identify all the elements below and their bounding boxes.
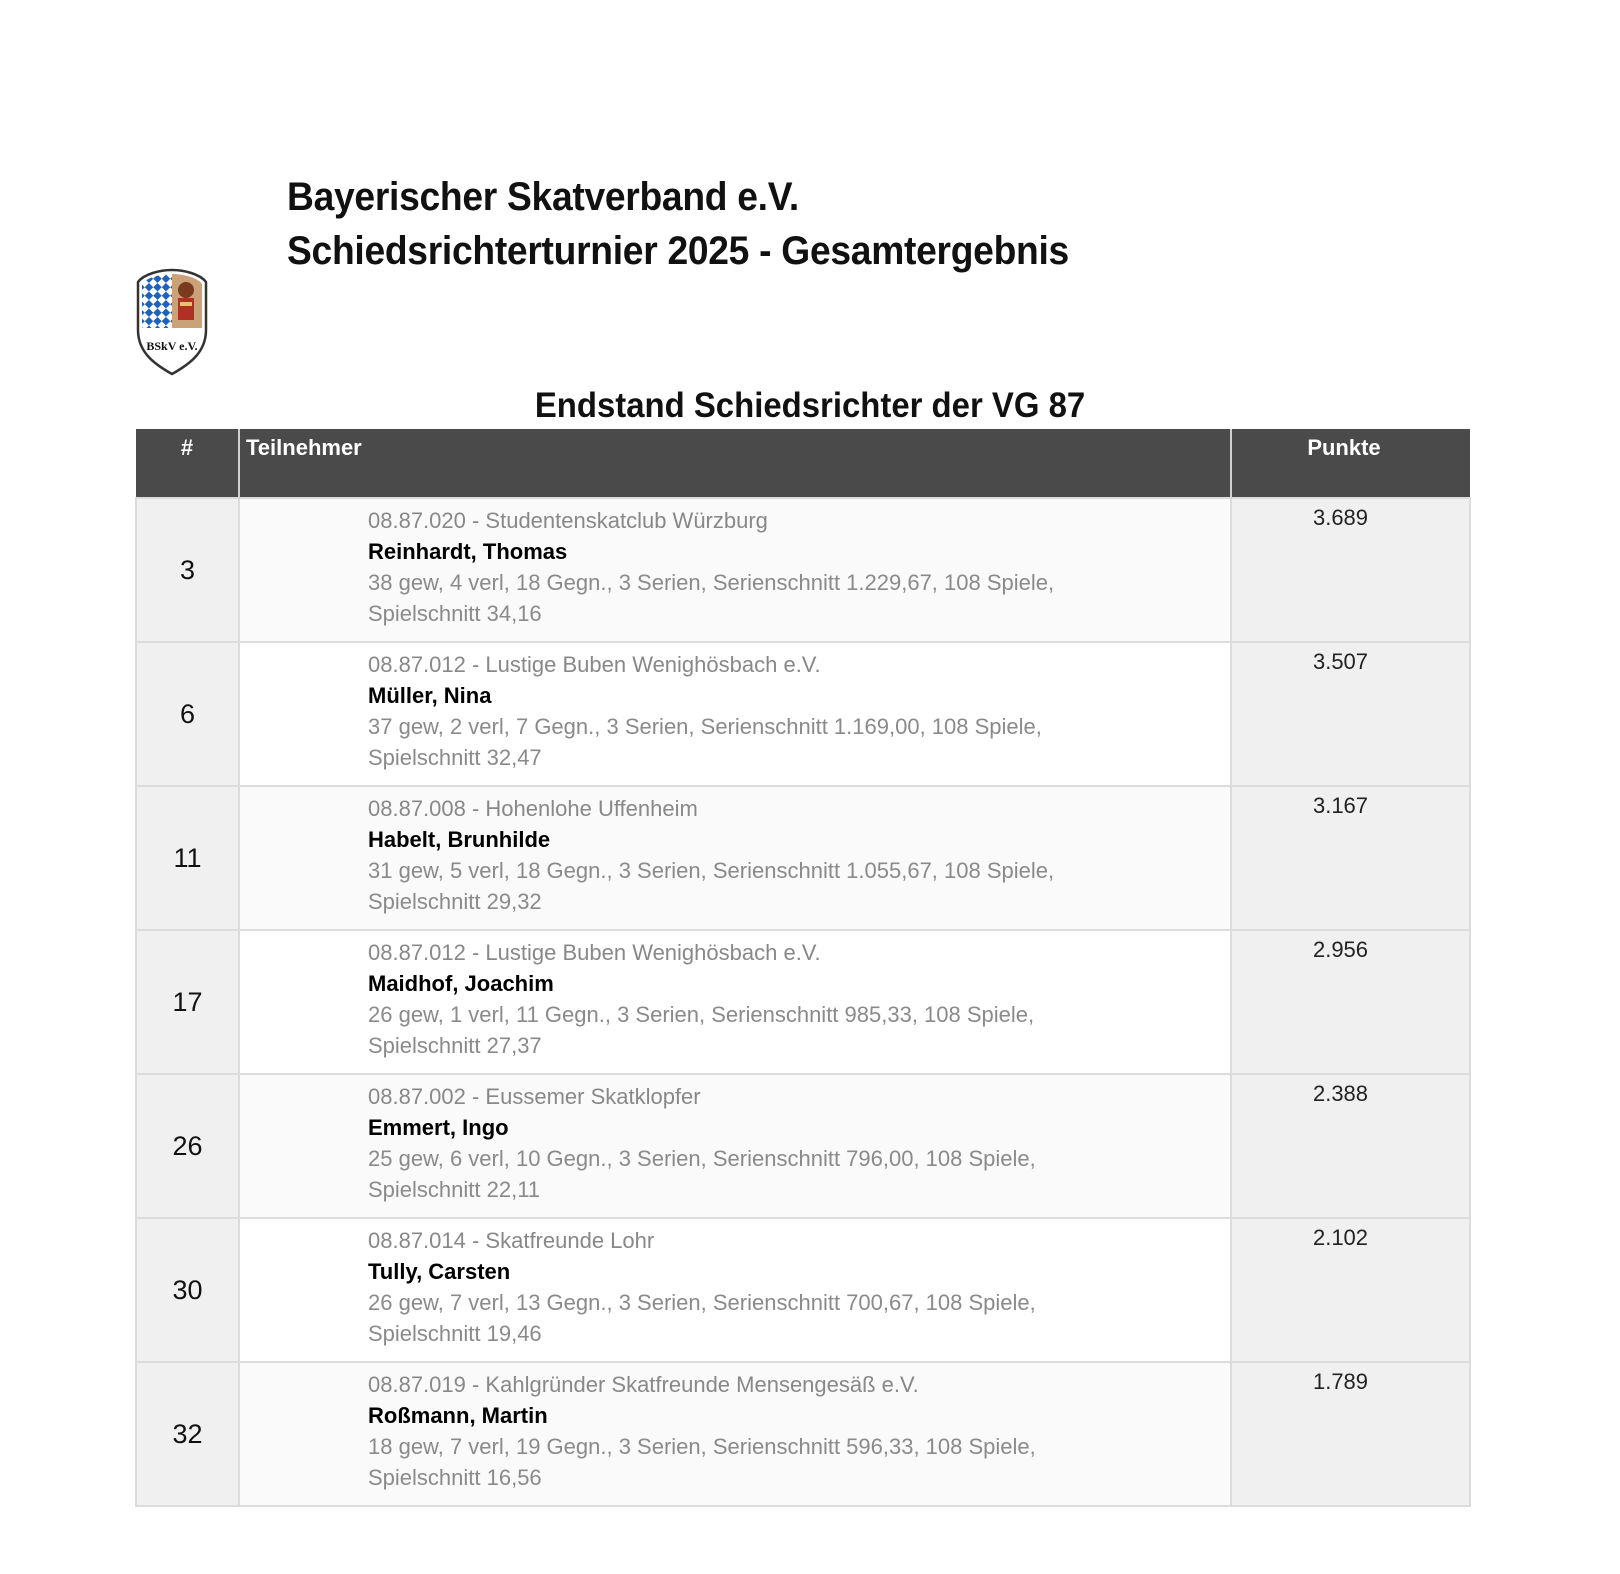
table-row (136, 498, 1470, 642)
points-cell: 3.167 (1231, 786, 1470, 930)
table-row (136, 1218, 1470, 1362)
club-label: 08.87.012 - Lustige Buben Wenighösbach e.V. (368, 940, 821, 965)
player-stats: 31 gew, 5 verl, 18 Gegn., 3 Serien, Serienschnitt 1.055,67, 108 Spiele, Spielschnitt 29,32 (368, 858, 1055, 914)
club-label: 08.87.002 - Eussemer Skatklopfer (368, 1084, 701, 1109)
player-stats: 26 gew, 1 verl, 11 Gegn., 3 Serien, Serienschnitt 985,33, 108 Spiele, Spielschnitt 27,37 (368, 1002, 1035, 1058)
table-row (136, 1074, 1470, 1218)
rank-cell: 30 (136, 1218, 239, 1362)
table-row (136, 1362, 1470, 1506)
rank-cell: 6 (136, 642, 239, 786)
organization-title: Bayerischer Skatverband e.V. (287, 175, 799, 219)
player-stats: 37 gew, 2 verl, 7 Gegn., 3 Serien, Serienschnitt 1.169,00, 108 Spiele, Spielschnitt 32,47 (368, 714, 1042, 770)
rank-cell: 17 (136, 930, 239, 1074)
player-name: Maidhof, Joachim (368, 971, 554, 996)
points-cell: 3.507 (1231, 642, 1470, 786)
player-stats: 38 gew, 4 verl, 18 Gegn., 3 Serien, Serienschnitt 1.229,67, 108 Spiele, Spielschnitt 34,16 (368, 570, 1055, 626)
bskv-crest-logo (132, 266, 212, 378)
participant-cell (239, 1074, 1231, 1218)
player-stats: 18 gew, 7 verl, 19 Gegn., 3 Serien, Serienschnitt 596,33, 108 Spiele, Spielschnitt 16,56 (368, 1434, 1036, 1490)
points-cell: 3.689 (1231, 498, 1470, 642)
points-cell: 2.388 (1231, 1074, 1470, 1218)
table-row (136, 642, 1470, 786)
club-label: 08.87.014 - Skatfreunde Lohr (368, 1228, 655, 1253)
club-label: 08.87.019 - Kahlgründer Skatfreunde Mensengesäß e.V. (368, 1372, 919, 1397)
club-label: 08.87.012 - Lustige Buben Wenighösbach e.V. (368, 652, 821, 677)
points-cell: 2.102 (1231, 1218, 1470, 1362)
participant-cell (239, 786, 1231, 930)
club-label: 08.87.008 - Hohenlohe Uffenheim (368, 796, 698, 821)
player-name: Müller, Nina (368, 683, 492, 708)
player-stats: 25 gew, 6 verl, 10 Gegn., 3 Serien, Serienschnitt 796,00, 108 Spiele, Spielschnitt 22,11 (368, 1146, 1036, 1202)
tournament-title: Schiedsrichterturnier 2025 - Gesamtergebnis (287, 229, 1069, 273)
rank-cell: 32 (136, 1362, 239, 1506)
participant-cell (239, 1362, 1231, 1506)
player-stats: 26 gew, 7 verl, 13 Gegn., 3 Serien, Serienschnitt 700,67, 108 Spiele, Spielschnitt 19,46 (368, 1290, 1036, 1346)
rank-cell: 26 (136, 1074, 239, 1218)
results-table (135, 429, 1471, 1507)
player-name: Tully, Carsten (368, 1259, 511, 1284)
player-name: Emmert, Ingo (368, 1115, 509, 1140)
player-name: Habelt, Brunhilde (368, 827, 551, 852)
section-title: Endstand Schiedsrichter der VG 87 (534, 386, 1086, 425)
participant-cell (239, 642, 1231, 786)
document-header (287, 170, 1069, 278)
points-cell: 2.956 (1231, 930, 1470, 1074)
table-row (136, 930, 1470, 1074)
rank-cell: 3 (136, 498, 239, 642)
column-header-rank: # (136, 429, 239, 498)
participant-cell (239, 930, 1231, 1074)
player-name: Reinhardt, Thomas (368, 539, 568, 564)
points-cell: 1.789 (1231, 1362, 1470, 1506)
club-label: 08.87.020 - Studentenskatclub Würzburg (368, 508, 768, 533)
rank-cell: 11 (136, 786, 239, 930)
column-header-points: Punkte (1231, 429, 1470, 498)
column-header-participant: Teilnehmer (239, 429, 1231, 498)
participant-cell (239, 1218, 1231, 1362)
participant-cell (239, 498, 1231, 642)
player-name: Roßmann, Martin (368, 1403, 548, 1428)
table-row (136, 786, 1470, 930)
logo-text: BSkV e.V. (146, 339, 198, 353)
table-header-row (136, 429, 1470, 498)
